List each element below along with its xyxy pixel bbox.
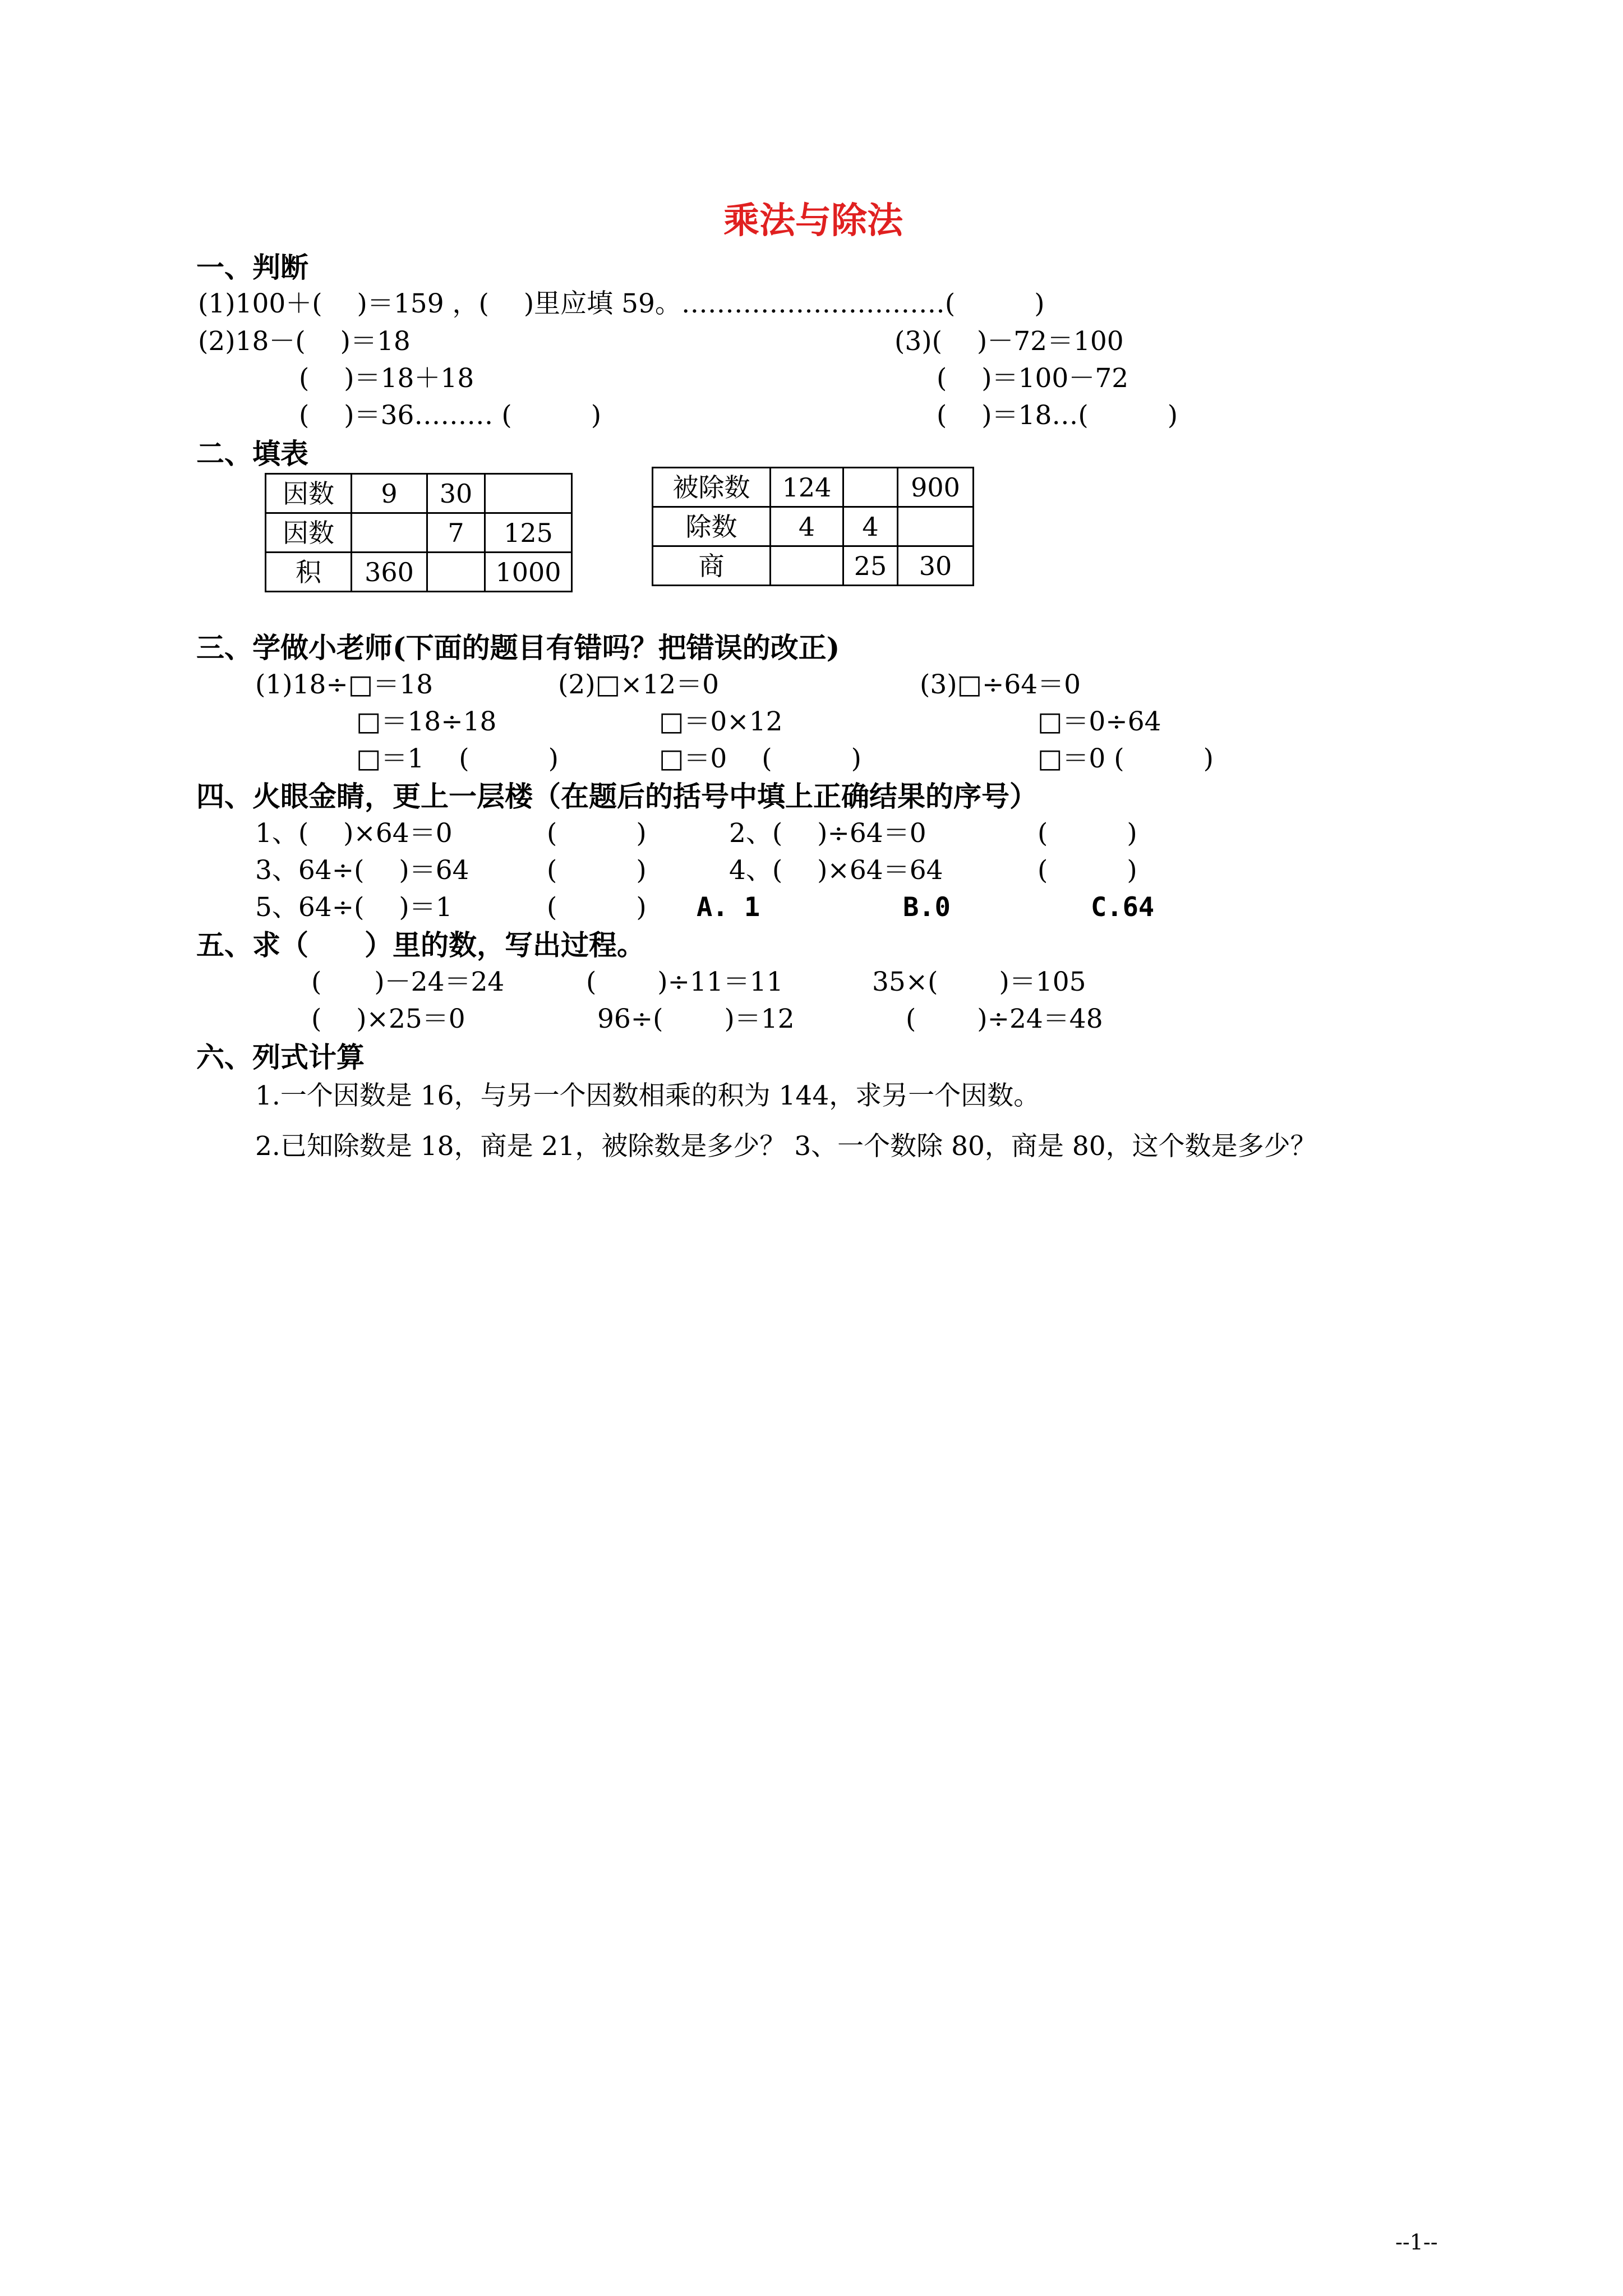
page-title: 乘法与除法 xyxy=(723,200,903,242)
table-cell: 被除数 xyxy=(653,468,771,507)
s3-col3-line2: □＝0÷64 xyxy=(1038,706,1161,737)
s5-row2-eq2: 96÷( )＝12 xyxy=(597,1004,795,1034)
s4-question-3: 3、64÷( )＝64 xyxy=(255,855,469,886)
table-cell: 30 xyxy=(898,546,974,586)
table-cell: 1000 xyxy=(485,553,572,592)
division-table xyxy=(652,467,974,586)
s1-line-2-right: (3)( )－72＝100 xyxy=(895,326,1124,357)
table-cell: 7 xyxy=(427,513,485,553)
section-5-heading: 五、求（ ）里的数，写出过程。 xyxy=(196,928,645,961)
table-row xyxy=(653,546,974,586)
s5-row1-eq3: 35×( )＝105 xyxy=(872,967,1086,997)
table-cell xyxy=(427,553,485,592)
s5-row2-eq1: ( )×25＝0 xyxy=(311,1004,465,1034)
table-cell: 124 xyxy=(771,468,843,507)
s4-question-1: 1、( )×64＝0 xyxy=(255,818,453,849)
page-number: --1-- xyxy=(1395,2230,1438,2254)
section-2-heading: 二、填表 xyxy=(196,437,308,470)
table-row xyxy=(653,468,974,507)
table-row xyxy=(266,553,572,592)
table-cell xyxy=(843,468,898,507)
s4-option-c: C.64 xyxy=(1091,892,1155,923)
table-cell xyxy=(352,513,427,553)
s6-problem-2-3: 2.已知除数是 18，商是 21，被除数是多少？ 3、一个数除 80，商是 80，这个数是多少？ xyxy=(255,1131,1317,1162)
table-row xyxy=(266,474,572,513)
s1-line-4-right: ( )＝18…( ) xyxy=(937,400,1178,431)
table-cell: 因数 xyxy=(266,513,352,553)
table-cell: 除数 xyxy=(653,507,771,546)
table-cell: 9 xyxy=(352,474,427,513)
table-cell xyxy=(485,474,572,513)
s5-row1-eq1: ( )－24＝24 xyxy=(311,967,505,997)
s4-question-2: 2、( )÷64＝0 xyxy=(729,818,926,849)
s3-col1-line3: □＝1 ( ) xyxy=(356,743,559,774)
s3-col2-line3: □＝0 ( ) xyxy=(659,743,861,774)
s4-answer-blank-5: ( ) xyxy=(547,892,647,923)
s4-option-a: A. 1 xyxy=(697,892,760,923)
s1-line-3-right: ( )＝100－72 xyxy=(937,363,1129,394)
s4-option-b: B.0 xyxy=(903,892,951,923)
table-cell: 125 xyxy=(485,513,572,553)
s3-col1-line2: □＝18÷18 xyxy=(356,706,497,737)
s4-question-4: 4、( )×64＝64 xyxy=(729,855,943,886)
s3-col3-line3: □＝0 ( ) xyxy=(1038,743,1214,774)
table-cell: 积 xyxy=(266,553,352,592)
s3-col1-line1: (1)18÷□＝18 xyxy=(255,669,433,700)
table-cell: 25 xyxy=(843,546,898,586)
s4-question-5: 5、64÷( )＝1 xyxy=(255,892,453,923)
s5-row2-eq3: ( )÷24＝48 xyxy=(906,1004,1103,1034)
factor-table xyxy=(265,473,573,592)
s4-answer-blank-3: ( ) xyxy=(547,855,647,886)
s1-line-1: (1)100＋( )＝159 ，( )里应填 59。…………………………( ) xyxy=(198,288,1045,319)
s1-line-3-left: ( )＝18＋18 xyxy=(299,363,474,394)
section-6-heading: 六、列式计算 xyxy=(196,1041,365,1074)
s6-problem-1: 1.一个因数是 16，与另一个因数相乘的积为 144，求另一个因数。 xyxy=(255,1080,1040,1111)
s3-col2-line2: □＝0×12 xyxy=(659,706,783,737)
s5-row1-eq2: ( )÷11＝11 xyxy=(586,967,783,997)
table-cell: 360 xyxy=(352,553,427,592)
s4-answer-blank-1: ( ) xyxy=(547,818,647,849)
s4-answer-blank-2: ( ) xyxy=(1038,818,1137,849)
table-cell xyxy=(771,546,843,586)
table-cell: 4 xyxy=(771,507,843,546)
table-cell xyxy=(898,507,974,546)
s1-line-4-left: ( )＝36……… ( ) xyxy=(299,400,602,431)
table-row xyxy=(266,513,572,553)
s1-line-2-left: (2)18－( )＝18 xyxy=(198,326,411,357)
table-cell: 900 xyxy=(898,468,974,507)
section-1-heading: 一、判断 xyxy=(196,251,308,284)
s3-col3-line1: (3)□÷64＝0 xyxy=(920,669,1081,700)
section-4-heading: 四、火眼金睛，更上一层楼（在题后的括号中填上正确结果的序号） xyxy=(196,780,1038,813)
table-cell: 30 xyxy=(427,474,485,513)
s4-answer-blank-4: ( ) xyxy=(1038,855,1137,886)
s3-col2-line1: (2)□×12＝0 xyxy=(558,669,720,700)
table-row xyxy=(653,507,974,546)
table-cell: 4 xyxy=(843,507,898,546)
section-3-heading: 三、学做小老师(下面的题目有错吗？把错误的改正) xyxy=(196,631,840,664)
table-cell: 因数 xyxy=(266,474,352,513)
table-cell: 商 xyxy=(653,546,771,586)
